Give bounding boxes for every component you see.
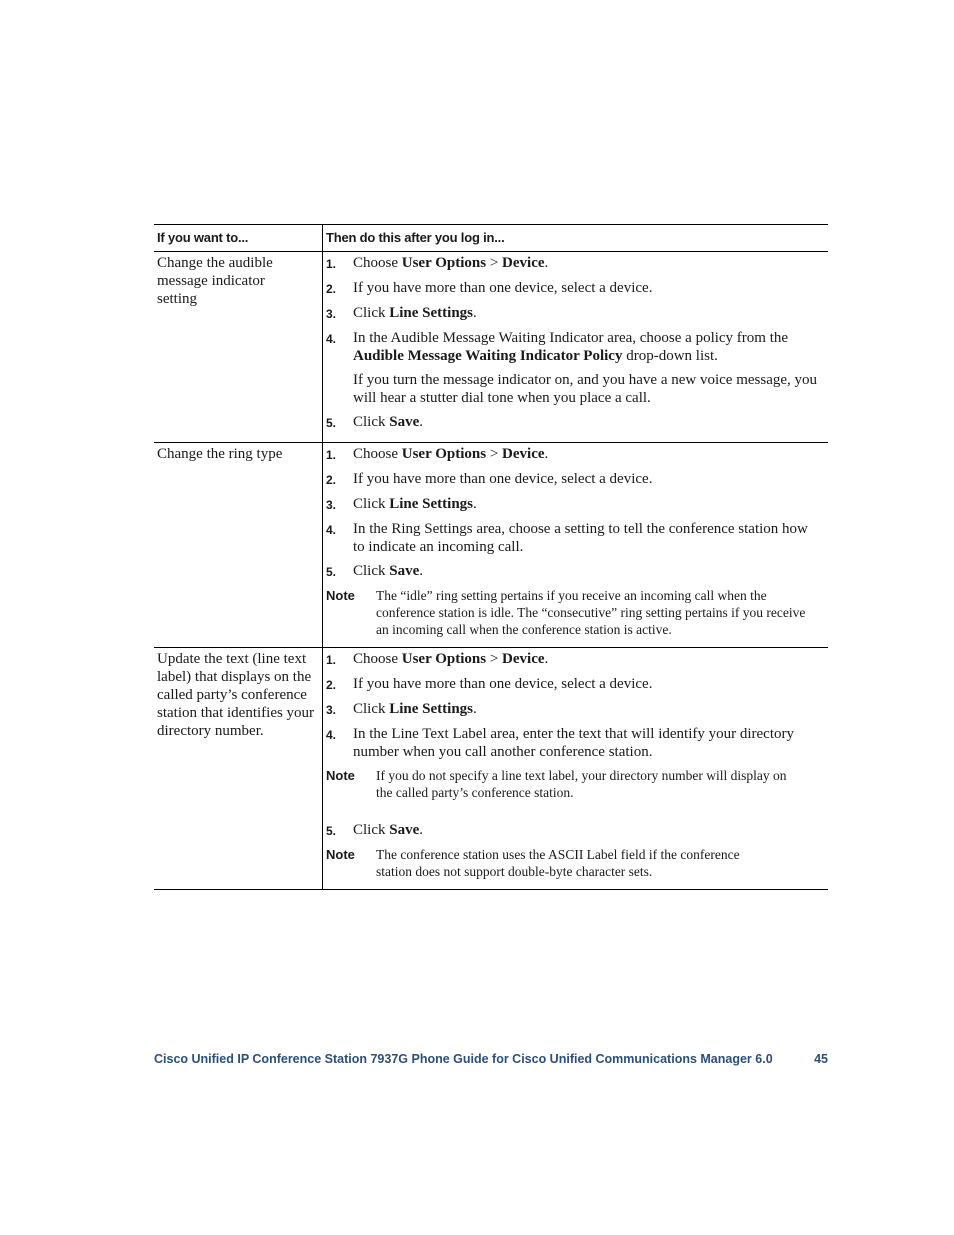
col1-header: If you want to... — [157, 230, 249, 245]
task-cell: Change the audible message indicator setting — [157, 255, 273, 307]
step: 1. Choose User Options > Device. — [326, 446, 549, 462]
note — [326, 767, 828, 801]
step: 5. Click Save. — [326, 414, 423, 430]
step: 5. Click Save. — [326, 563, 423, 579]
step: 3. Click Line Settings. — [326, 305, 477, 321]
steps-cell — [322, 648, 828, 889]
footer-title: Cisco Unified IP Conference Station 7937G Phone Guide for Cisco Unified Communications Manager 6.0 — [154, 1052, 773, 1066]
step-paragraph: If you turn the message indicator on, and you have a new voice message, you will hear a stutter dial tone when you place a call. — [353, 372, 818, 406]
note-text: If you do not specify a line text label, your directory number will display on the called party’s conference station. — [376, 768, 787, 800]
note-label: Note — [326, 768, 355, 783]
step: 4. In the Ring Settings area, choose a setting to tell the conference station how to indicate an incoming call. — [326, 521, 808, 555]
table-row — [154, 252, 828, 442]
note-text: The “idle” ring setting pertains if you receive an incoming call when the conference station is idle. The “consecutive” ring setting pertains if you receive an incoming call when the conference station is active. — [376, 588, 806, 637]
step: 2. If you have more than one device, select a device. — [326, 471, 653, 487]
step: 1. Choose User Options > Device. — [326, 651, 549, 667]
note — [326, 587, 828, 638]
step: 2. If you have more than one device, select a device. — [326, 676, 653, 692]
instructions-table — [154, 224, 828, 890]
page-number: 45 — [814, 1052, 828, 1066]
steps-cell — [322, 443, 828, 647]
step: 5. Click Save. — [326, 822, 423, 838]
table-header — [154, 225, 828, 252]
table-row — [154, 442, 828, 647]
col2-header: Then do this after you log in... — [322, 225, 828, 251]
step: 3. Click Line Settings. — [326, 701, 477, 717]
step: 4. In the Line Text Label area, enter the text that will identify your directory number when you call another conference station. — [326, 726, 795, 760]
step: 4. In the Audible Message Waiting Indicator area, choose a policy from the Audible Message Waiting Indicator Policy drop-down list. — [326, 330, 789, 364]
step: 3. Click Line Settings. — [326, 496, 477, 512]
step: 2. If you have more than one device, select a device. — [326, 280, 653, 296]
step: 1. Choose User Options > Device. — [326, 255, 549, 271]
task-cell: Update the text (line text label) that displays on the called party’s conference station that identifies your directory number. — [157, 651, 315, 739]
note-text: The conference station uses the ASCII Label field if the conference station does not support double-byte character sets. — [376, 847, 740, 879]
steps-cell — [322, 252, 828, 442]
note — [326, 846, 828, 880]
page-footer — [154, 1052, 828, 1066]
note-label: Note — [326, 847, 355, 862]
note-label: Note — [326, 588, 355, 603]
table-row — [154, 647, 828, 889]
task-cell: Change the ring type — [157, 446, 283, 462]
